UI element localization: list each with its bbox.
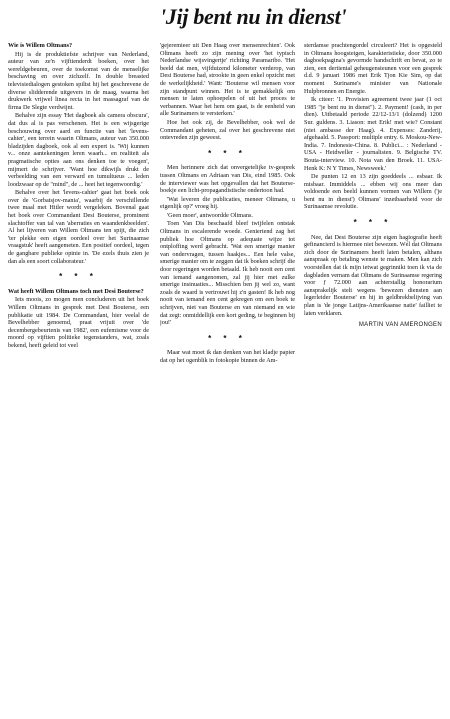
column-1 [8, 42, 149, 652]
paragraph: 'gejeremieer uit Den Haag over mensenrechten'. Ook Oltmans heeft zo zijn mening over 'het typisch Nederlandse wijsvingertje' richting Paramaribo. 'Het beeld dat men, vijfduizend kilometer verderop, van Desi Bouterse had, strookte in geen enkel opzicht met de werkelijkheid.' Want: 'Bouterse wil mensen voor zijn standpunt winnen. Het is te gemakkelijk om mensen te laten ophoepelen of uit het proces te verbannen. Waar het hem om gaat, is de eenheid van alle Surinamers te versterken.' [160, 42, 295, 118]
column-2 [160, 42, 295, 692]
paragraph: Hij is de produktiefste schrijver van Nederland, auteur van ze'n vijftienderdt boeken, over het wereldgebeuren, over de toekomst van de menselijke beschaving en over zichzelf. In double breasted televisiedialogen gestoken spiltst hij het geschrevene de diverse slidderende uitgevers in de maag, waarna het drukwerk vrijwel linea recta in het massagraf van de firma De Slegte verdwijnt. [8, 50, 149, 111]
section-divider: * * * [208, 333, 247, 343]
paragraph: 'Geen moer', antwoordde Oltmans. [167, 211, 253, 219]
paragraph: Iets moois, zo mogen men concluderen uit het boek Willem Oltmans in gesprek met Desi Bouterse, een publikatie uit 1984. De Commandant, hier veelal de Bevelhebber genoemd, praat vrijuit over 'de decembergebeurtenis van 1982', een eufemisme voor de moord op vijftien politieke tegenstanders, wat, zoals bekend, heeft geleid tot veel [8, 296, 149, 349]
headline: 'Jij bent nu in dienst' [160, 4, 347, 29]
question-heading-1: Wie is Willem Oltmans? [8, 42, 73, 49]
paragraph: Ik citeer: '1. Provisien agreement twee jaar (1 oct 1985 "je bent nu in dienst"). 2. Payment! (cash, in per dien). Uitbetaald periode 22/12-13/1 (dolzend) 1200 Sur. guldens. 3. Liason: met Erik! met wie? Constant (niet ambasse der Haag). 4. Expenses: Zanderij, afgehaald. 5. Passport: multiple entry. 6. Moskou-New-India. 7. Indonesie-China. 8. Publici... : Nederland - USA - Heidweller - journalisten. 9. Belgische TV. Bouta-interview. 10. Nota van den Broek. 11. USA-Henk K: N Y Times, Newsweek.' [304, 96, 442, 172]
paragraph: Men herinnere zich dat onvergetelijke tv-gesprek tussen Oltmans en Adriaan van Dis, eind 1985. Ook de interviewer was het opgevallen dat het Bouterse-boekje een licht-propagandistische ondertoon had. [160, 164, 295, 195]
section-divider: * * * [208, 148, 247, 158]
paragraph: Hoe het ook zij, de Bevelhebber, ook wel de Commandant geheten, zal over het geschrevene niet ontevreden zijn geweest. [160, 118, 295, 142]
paragraph: Behalve over het 'levens-cahier' gaat het boek ook over de 'Gorbatsjov-mania', waarbij de verschillende twee maal met Hitler wordt vergeleken. Bovenal gaat het boek over Commandant Desi Bouterse, prominent slachtoffer van tal van 'aberraties en waandenkbeelden'. Al het lijveren van Willem Oltmans ten spijt, die zich 'ter plekke een eigen oordeel over het Surinaamse vraagstuk' heeft aangemeten. Een positief oordeel, tegen de gangbare publieke opinie in. 'De ezels thuis zien je dan als een soort collaborateur.' [8, 189, 149, 265]
paragraph: 'Wat leveren die publicaties, meneer Oltmans, u eigenlijk op?' vroeg hij. [160, 195, 295, 211]
column-3 [304, 42, 442, 682]
paragraph: Maar wat moet ik dan denken van het kladje papier dat op het ogenblik in fotokopie binnen de Am- [160, 349, 295, 364]
section-divider: * * * [353, 218, 393, 228]
question-heading-2: Wat heeft Willem Oltmans toch met Desi Bouterse? [8, 287, 144, 295]
paragraph: Nee, dat Desi Bouterse zijn eigen hagiografie heeft gefinancierd is hiermee niet bewezen. Wél dat Oltmans zich door de Surinamers heeft laten betalen, althans aanspraak op betaling wenste te maken. Men kan zich voorstellen dat ik mijn ietwat gegrinnikt toen ik via de dagbladen vernam dat Oltmans de Surinaamse regering voor ƒ 72.000 aan achterstallig honorarium aansprakelijk stelt wegens 'bewezen diensten aan legerleider Bouterse' en hij in geldbrekbelijving van plan is 'de jonge Latijns-Amerikaanse natie' failliet te laten verklaren. [304, 233, 442, 317]
section-divider: * * * [59, 272, 98, 282]
paragraph: Toen Van Dis beschaafd bleef twijfelen ontstak Oltmans in escalerende woede. Geniertend zag het publiek hoe Oltmans op adequate wijze tot ontploffing werd gebracht. 'Wat een smerige manier van ondervragen, tussen haakjes... Een hele valse, smerige manier om te zeggen dat ik boeken schrijf die door regeringen worden betaald. Ik heb nooit een cent van iemand aangenomen, zal jij hier met zulke smerige insinuaties... Misschien ben jij wel zo, want zoals de waard is vertrouwt hij z'n gasten! Ik heb nog nooit van iemand een cent gekregen om een boek te schrijven, niet van Bouterse en van niemand en wie dat zegt: onmiddellijk een kort geding, te beginnen bij jou!' [160, 220, 295, 327]
author-byline: MARTIN VAN AMERONGEN [358, 322, 442, 329]
paragraph: De punten 12 en 13 zijn goeddeels ... esbaar. Ik misbaar. Immiddels ... ebben wij ons meer dan voldoende een beeld kunnen vormen van Willem ('je bent nu in dienst') Oltmans' inzetbaarheid voor de Surinaamse revolutie. [304, 173, 442, 211]
paragraph: Behalve zijn essay 'Het dagboek als camera obscura', dat dus al is pas verschenen. Het is een wijsgerige beschouwing over aard en functie van het 'levens-cahier', een terrein waarin Oltmans, auteur van 350.000 bladzijden dagboek, ook al een expert is. 'Wij kunnen v... onze aantekeningen leren waarh... en realiteit als pragmatische opties aan ons denken toe te voegen', mijmert de schrijver. 'Want hoe dikwijls drukt de verbeelding van een verward en tumultueus ... leden loodzwaar op de "mind", de ... heet het tegenwoordig.' [8, 112, 149, 188]
paragraph: sterdamse prachtengordel circuleert? Het is opgesteld in Oltmans hoogsteigen, karakteristieke, door 350.000 dagboekpagina's gevormde handschrift en bevat, zo te zien, een dertiental geheugensteunen voor een gesprek d.d. 9 januari 1986 met Erik Tjon Kie Sim, op dat moment Suriname's minister van Nationale Hulpbronnen en Energie. [304, 42, 442, 95]
